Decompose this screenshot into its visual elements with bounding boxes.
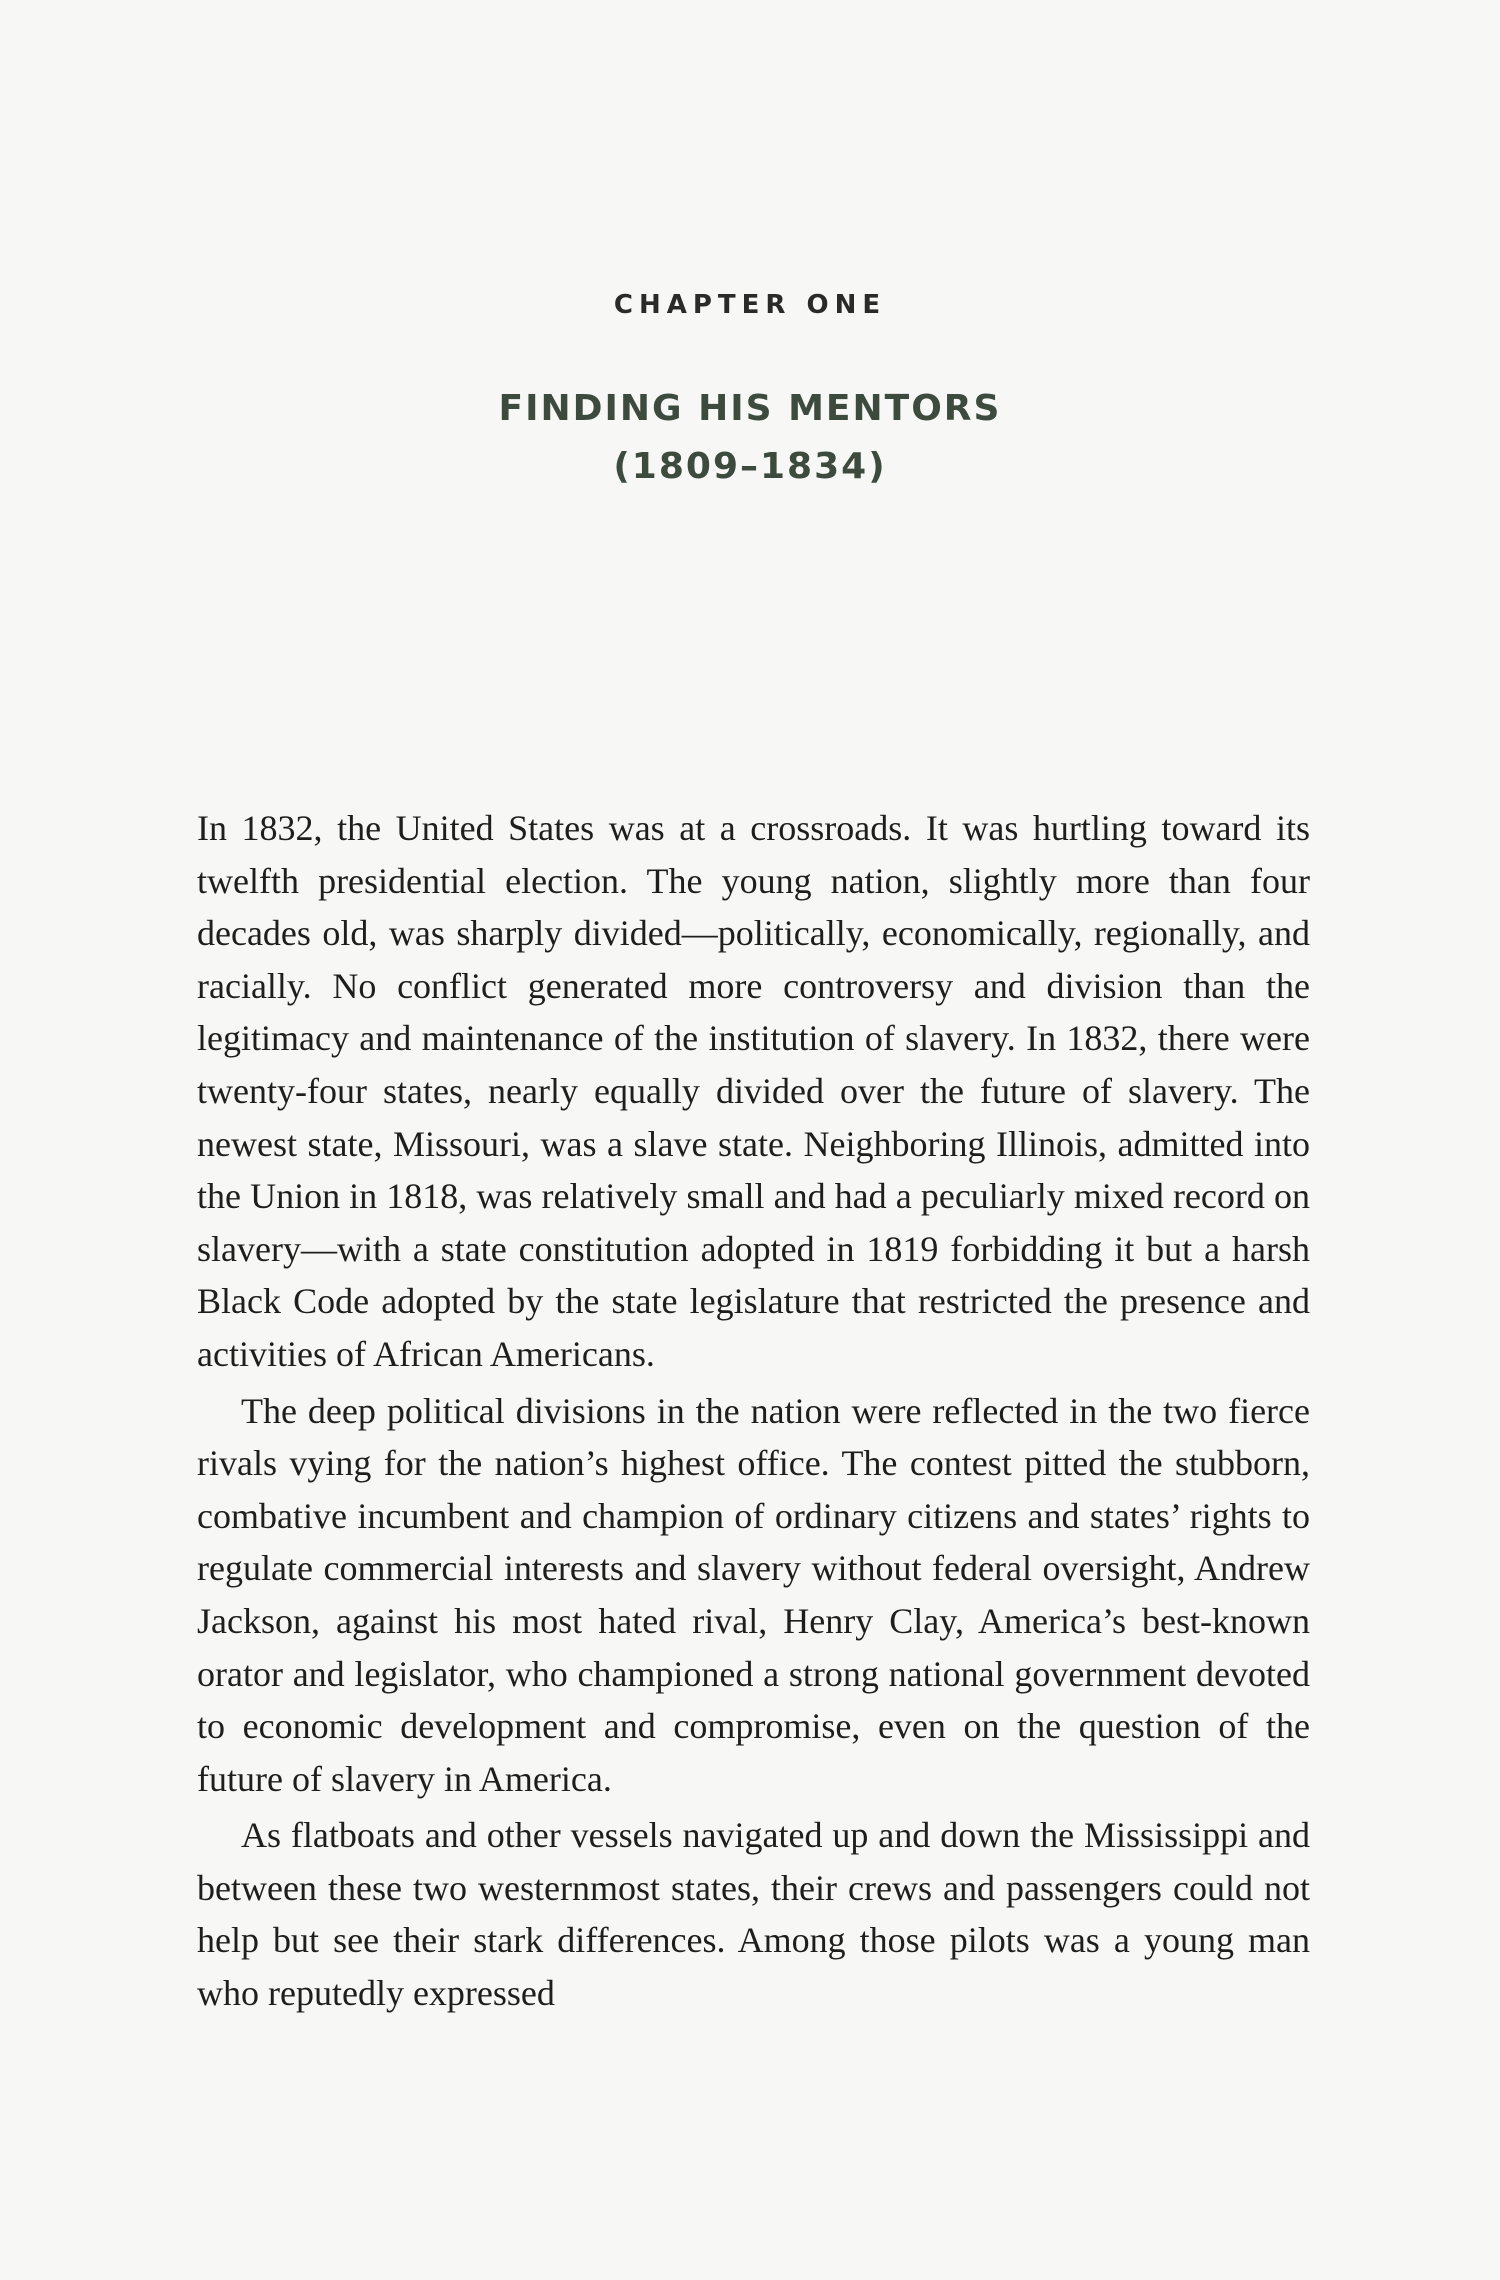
- paragraph-2: The deep political divisions in the nation were reflected in the two fierce rivals vying for the nation’s highest office. The contest pitted the stubborn, combative incumbent and champion of ordinary citizens and states’ rights to regulate commercial interests and slavery without federal oversight, Andrew Jackson, against his most hated rival, Henry Clay, America’s best-known orator and legislator, who championed a strong national government devoted to economic development and compromise, even on the question of the future of slavery in America.: [197, 1390, 1310, 1799]
- chapter-title-dates: (1809–1834): [613, 446, 887, 487]
- paragraph-1: In 1832, the United States was at a crossroads. It was hurtling toward its twelfth presidential election. The young nation, slightly more than four decades old, was sharply divided—politically, economically, regionally, and racially. No conflict generated more controversy and division than the legitimacy and maintenance of the institution of slavery. In 1832, there were twenty-four states, nearly equally divided over the future of slavery. The newest state, Missouri, was a slave state. Neighboring Illinois, admitted into the Union in 1818, was relatively small and had a peculiarly mixed record on slavery—with a state constitution adopted in 1819 forbidding it but a harsh Black Code adopted by the state legislature that restricted the presence and activities of African Americans.: [197, 808, 1310, 1374]
- chapter-title-main: FINDING HIS MENTORS: [498, 388, 1002, 429]
- chapter-label: CHAPTER ONE: [613, 290, 887, 320]
- paragraph-3: As flatboats and other vessels navigated up and down the Mississippi and between these two westernmost states, their crews and passengers could not help but see their stark differences. Among those pilots was a young man who reputedly expressed: [197, 1815, 1310, 2014]
- chapter-title: [0, 380, 1500, 496]
- chapter-body: [197, 802, 1310, 2020]
